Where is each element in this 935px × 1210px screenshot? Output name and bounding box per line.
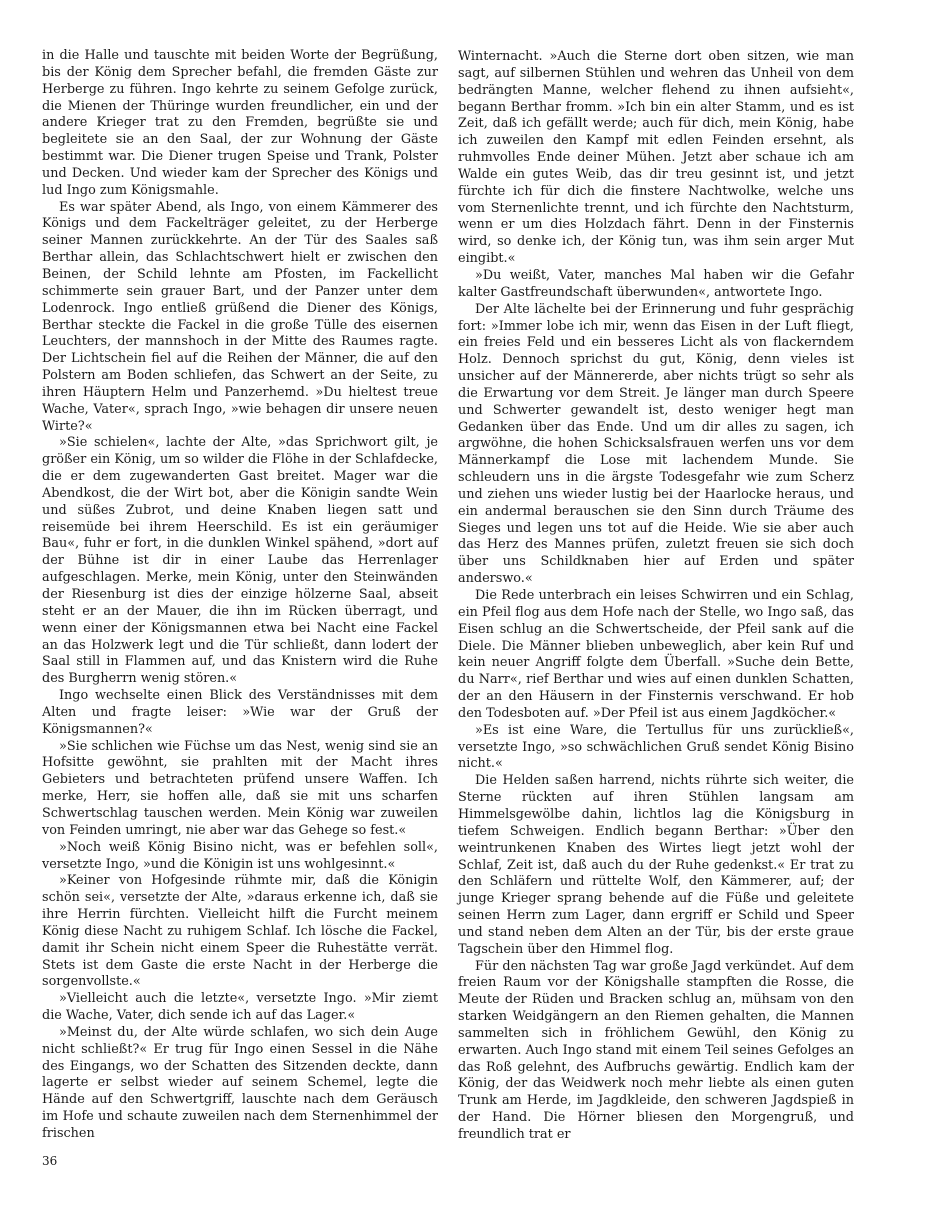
- paragraph: »Meinst du, der Alte würde schlafen, wo sich dein Auge nicht schließt?« Er trug für Ingo einen Sessel in die Nähe des Eingangs, wo der Schatten des Sitzenden deckte, dann lagerte er selbst wieder auf seinem Schemel, legte die Hände auf den Schwertgriff, lauschte nach dem Geräusch im Hofe und schaute zuweilen nach dem Sternenhimmel der frischen: [42, 1024, 438, 1141]
- paragraph: in die Halle und tauschte mit beiden Worte der Begrüßung, bis der König dem Sprecher befahl, die fremden Gäste zur Herberge zu führen. Ingo kehrte zu seinem Gefolge zurück, die Mienen der Thüringe wurden freundlicher, ein und der andere Krieger trat zu den Fremden, begrüßte sie und begleitete sie an den Saal, der zur Wohnung der Gäste bestimmt war. Die Diener trugen Speise und Trank, Polster und Decken. Und wieder kam der Sprecher des Königs und lud Ingo zum Königsmahle.: [42, 48, 438, 198]
- paragraph: »Keiner von Hofgesinde rühmte mir, daß die Königin schön sei«, versetzte der Alte, »daraus erkenne ich, daß sie ihre Herrin fürchten. Vielleicht hilft die Furcht meinem König diese Nacht zu ruhigem Schlaf. Ich lösche die Fackel, damit ihr Schein nicht einem Speer die Ruhestätte verrät. Stets ist dem Gaste die erste Nacht in der Herberge die sorgenvollste.«: [42, 873, 438, 990]
- paragraph: »Du weißt, Vater, manches Mal haben wir die Gefahr kalter Gastfreundschaft überwunden«, antwortete Ingo.: [458, 267, 854, 300]
- paragraph: Der Alte lächelte bei der Erinnerung und fuhr gesprächig fort: »Immer lobe ich mir, wenn das Eisen in der Luft fliegt, ein freies Feld und ein besseres Licht als von flackerndem Holz. Dennoch sprichst du gut, König, denn vieles ist unsicher auf der Männererde, aber nichts trügt so sehr als die Erwartung vor dem Streit. Je länger man durch Speere und Schwerter gewandelt ist, desto weniger hegt man Gedanken über das Ende. Und um dir alles zu sagen, ich argwöhne, die hohen Schicksalsfrauen werfen uns vor dem Männerkampf die Lose mit lachendem Munde. Sie schleudern uns in die ärgste Todesgefahr wie zum Scherz und ziehen uns wieder lustig bei der Haarlocke heraus, und ein andermal berauschen sie den Sinn durch Träume des Sieges und legen uns tot auf die Heide. Wie sie aber auch das Herz des Mannes prüfen, zuletzt freuen sie sich doch über uns Schildknaben hier auf Erden und später anderswo.«: [458, 301, 854, 587]
- paragraph: »Sie schielen«, lachte der Alte, »das Sprichwort gilt, je größer ein König, um so wilder die Flöhe in der Schlafdecke, die er dem zugewanderten Gast breitet. Mager war die Abendkost, die der Wirt bot, aber die Königin sandte Wein und süßes Zubrot, und deine Knaben liegen satt und reisemüde bei ihrem Heerschild. Es ist ein geräumiger Bau«, fuhr er fort, in die dunklen Winkel spähend, »dort auf der Bühne ist dir in einer Laube das Herrenlager aufgeschlagen. Merke, mein König, unter den Steinwänden der Riesenburg ist dies der einzige hölzerne Saal, abseit steht er an der Mauer, die ihn im Rücken überragt, und wenn einer der Königsmannen etwa bei Nacht eine Fackel an das Holzwerk legt und die Tür schließt, dann lodert der Saal still in Flammen auf, und das Knistern wird die Ruhe des Burgherrn wenig stören.«: [42, 435, 438, 687]
- paragraph: Die Rede unterbrach ein leises Schwirren und ein Schlag, ein Pfeil flog aus dem Hofe nach der Stelle, wo Ingo saß, das Eisen schlug an die Schwertscheide, der Pfeil sank auf die Diele. Die Männer blieben unbeweglich, aber kein Ruf und kein neuer Angriff folgte dem Überfall. »Suche dein Bette, du Narr«, rief Berthar und wies auf einen dunklen Schatten, der an den Häusern in der Finsternis verschwand. Er hob den Todesboten auf. »Der Pfeil ist aus einem Jagdköcher.«: [458, 588, 854, 721]
- paragraph: Die Helden saßen harrend, nichts rührte sich weiter, die Sterne rückten auf ihren Stühlen langsam am Himmelsgewölbe dahin, lichtlos lag die Königsburg in tiefem Schweigen. Endlich begann Berthar: »Über den weintrunkenen Knaben des Wirtes liegt jetzt wohl der Schlaf, Zeit ist, daß auch du der Ruhe gedenkst.« Er trat zu den Schläfern und rüttelte Wolf, den Kämmerer, auf; der junge Krieger sprang behende auf die Füße und geleitete seinen Herrn zum Lager, dann ergriff er Schild und Speer und stand neben dem Alten an der Tür, bis der erste graue Tagschein über den Himmel flog.: [458, 773, 854, 957]
- paragraph: »Es ist eine Ware, die Tertullus für uns zurückließ«, versetzte Ingo, »so schwächlichen Gruß sendet König Bisino nicht.«: [458, 722, 854, 772]
- left-text-column: [42, 48, 438, 1143]
- paragraph: Winternacht. »Auch die Sterne dort oben sitzen, wie man sagt, auf silbernen Stühlen und wehren das Unheil von dem bedrängten Manne, welcher flehend zu ihnen aufsieht«, begann Berthar fromm. »Ich bin ein alter Stamm, und es ist Zeit, daß ich gefällt werde; auch für dich, mein König, habe ich zuweilen den Kampf mit edlen Feinden ersehnt, als ruhmvolles Ende deiner Mühen. Jetzt aber schaue ich am Walde ein gutes Weib, das dir treu gesinnt ist, und jetzt fürchte ich für dich die finstere Nachtwolke, welche uns vom Sternenlichte trennt, und ich fürchte den Nachtsturm, wenn er um dies Holzdach fährt. Denn in der Finsternis wird, so denke ich, der König tun, was ihm sein arger Mut eingibt.«: [458, 49, 854, 267]
- paragraph: »Vielleicht auch die letzte«, versetzte Ingo. »Mir ziemt die Wache, Vater, dich sende ich auf das Lager.«: [42, 991, 438, 1024]
- paragraph: »Sie schlichen wie Füchse um das Nest, wenig sind sie an Hofsitte gewöhnt, sie prahlten mit der Macht ihres Gebieters und betrachteten prüfend unsere Waffen. Ich merke, Herr, sie hoffen alle, daß sie mit uns scharfen Schwertschlag tauschen werden. Mein König war zuweilen von Feinden umringt, nie aber war das Gehege so fest.«: [42, 738, 438, 838]
- paragraph: Für den nächsten Tag war große Jagd verkündet. Auf dem freien Raum vor der Königshalle stampften die Rosse, die Meute der Rüden und Bracken schlug an, mühsam von den starken Weidgängern an den Riemen gehalten, die Mannen sammelten sich in fröhlichem Gewühl, den König zu erwarten. Auch Ingo stand mit einem Teil seines Gefolges an das Roß gelehnt, des Aufbruchs gewärtig. Endlich kam der König, der das Weidwerk noch mehr liebte als einen guten Trunk am Herde, im Jagdkleide, den schweren Jagdspieß in der Hand. Die Hörner bliesen den Morgengruß, und freundlich trat er: [458, 958, 854, 1142]
- paragraph: Ingo wechselte einen Blick des Verständnisses mit dem Alten und fragte leiser: »Wie war der Gruß der Königsmannen?«: [42, 688, 438, 737]
- page-number: 36: [42, 1154, 58, 1168]
- right-text-column: [458, 49, 854, 1144]
- paragraph: »Noch weiß König Bisino nicht, was er befehlen soll«, versetzte Ingo, »und die Königin ist uns wohlgesinnt.«: [42, 839, 438, 872]
- paragraph: Es war später Abend, als Ingo, von einem Kämmerer des Königs und dem Fackelträger geleitet, zu der Herberge seiner Mannen zurückkehrte. An der Tür des Saales saß Berthar allein, das Schlachtschwert hielt er zwischen den Beinen, der Schild lehnte am Pfosten, im Fackellicht schimmerte sein grauer Bart, und der Panzer unter dem Lodenrock. Ingo entließ grüßend die Diener des Königs, Berthar steckte die Fackel in die große Tülle des eisernen Leuchters, der mannshoch in der Mitte des Raumes ragte. Der Lichtschein fiel auf die Reihen der Männer, die auf den Polstern am Boden schliefen, das Schwert an der Seite, zu ihren Häuptern Helm und Panzerhemd. »Du hieltest treue Wache, Vater«, sprach Ingo, »wie behagen dir unsere neuen Wirte?«: [42, 199, 438, 434]
